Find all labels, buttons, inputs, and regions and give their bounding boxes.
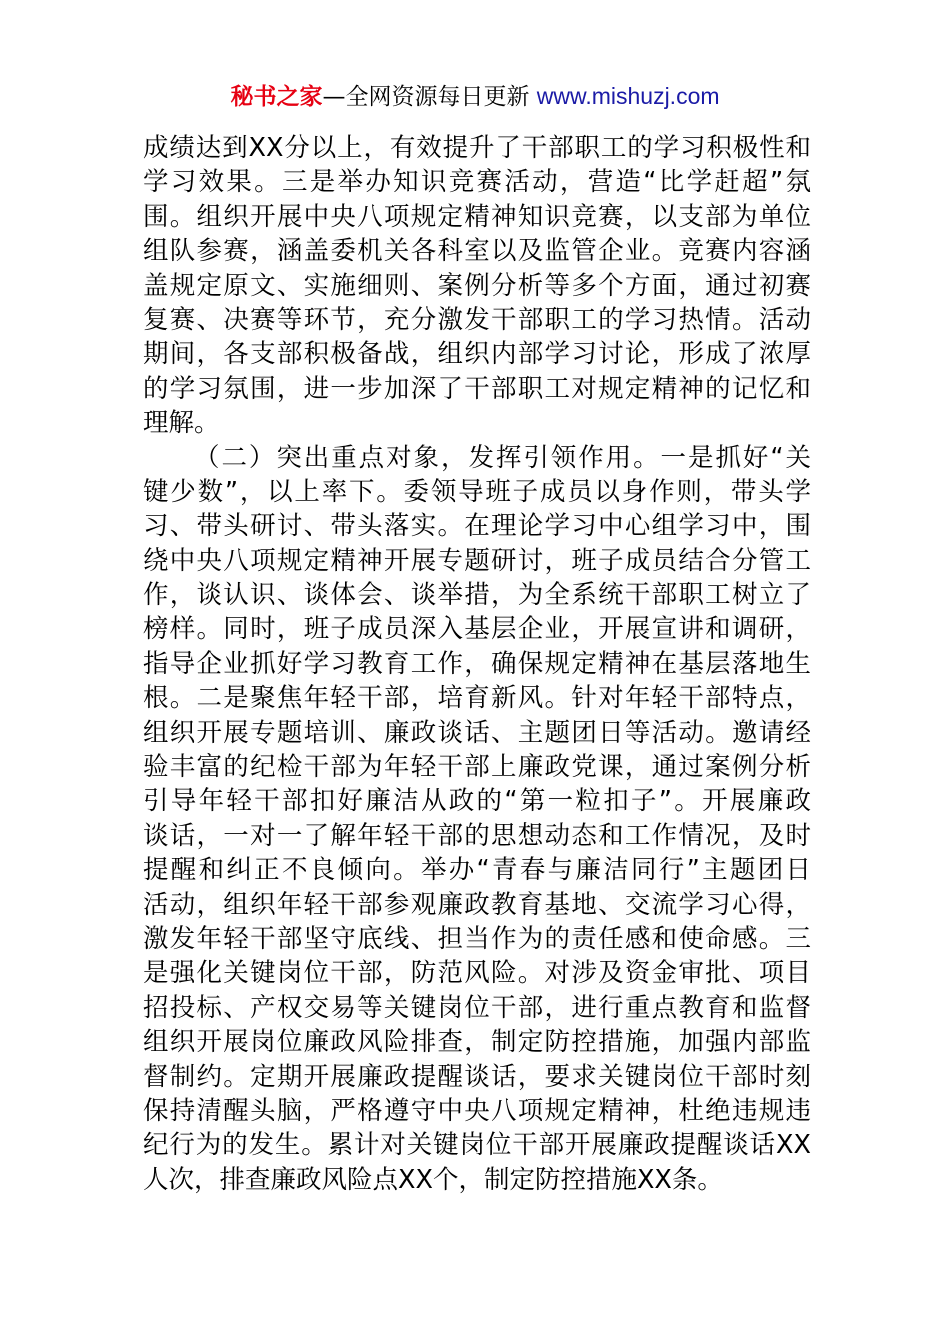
text-line: 招投标、产权交易等关键岗位干部，进行重点教育和监督 bbox=[143, 992, 811, 1023]
text-line: 谈话，一对一了解年轻干部的思想动态和工作情况，及时 bbox=[143, 820, 811, 851]
text-line: 的学习氛围，进一步加深了干部职工对规定精神的记忆和 bbox=[143, 373, 811, 404]
text-line: 围。组织开展中央八项规定精神知识竞赛，以支部为单位 bbox=[143, 201, 811, 232]
site-brand: 秘书之家 bbox=[230, 84, 323, 110]
text-line: 提醒和纠正不良倾向。举办“青春与廉洁同行”主题团日 bbox=[143, 855, 811, 886]
text-line: 期间，各支部积极备战，组织内部学习讨论，形成了浓厚 bbox=[143, 339, 811, 370]
text-line: 绕中央八项规定精神开展专题研讨，班子成员结合分管工 bbox=[143, 545, 811, 576]
site-slogan: —全网资源每日更新 bbox=[322, 84, 537, 110]
text-line: 榜样。同时，班子成员深入基层企业，开展宣讲和调研， bbox=[143, 614, 811, 645]
text-line: 是强化关键岗位干部，防范风险。对涉及资金审批、项目 bbox=[143, 958, 811, 989]
text-line: 成绩达到XX分以上，有效提升了干部职工的学习积极性和 bbox=[143, 133, 811, 163]
text-line: 习、带头研讨、带头落实。在理论学习中心组学习中，围 bbox=[143, 511, 811, 542]
text-line: 人次，排查廉政风险点XX个，制定防控措施XX条。 bbox=[143, 1164, 723, 1195]
text-line: 纪行为的发生。累计对关键岗位干部开展廉政提醒谈话XX bbox=[143, 1130, 811, 1161]
text-line: 理解。 bbox=[143, 408, 220, 439]
site-header bbox=[0, 80, 950, 113]
text-line: 键少数”，以上率下。委领导班子成员以身作则，带头学 bbox=[143, 476, 811, 507]
section-heading-line: （二）突出重点对象，发挥引领作用。一是抓好“关 bbox=[194, 442, 811, 473]
text-line: 学习效果。三是举办知识竞赛活动，营造“比学赶超”氛 bbox=[143, 167, 811, 198]
text-line: 组织开展专题培训、廉政谈话、主题团日等活动。邀请经 bbox=[143, 717, 811, 748]
text-line: 盖规定原文、实施细则、案例分析等多个方面，通过初赛 bbox=[143, 270, 811, 301]
text-line: 保持清醒头脑，严格遵守中央八项规定精神，杜绝违规违 bbox=[143, 1095, 811, 1126]
text-line: 引导年轻干部扣好廉洁从政的“第一粒扣子”。开展廉政 bbox=[143, 786, 811, 817]
text-line: 组织开展岗位廉政风险排查，制定防控措施，加强内部监 bbox=[143, 1027, 811, 1058]
text-line: 作，谈认识、谈体会、谈举措，为全系统干部职工树立了 bbox=[143, 580, 811, 611]
text-line: 验丰富的纪检干部为年轻干部上廉政党课，通过案例分析 bbox=[143, 752, 811, 783]
text-line: 督制约。定期开展廉政提醒谈话，要求关键岗位干部时刻 bbox=[143, 1061, 811, 1092]
text-line: 组队参赛，涵盖委机关各科室以及监管企业。竞赛内容涵 bbox=[143, 236, 811, 267]
text-line: 指导企业抓好学习教育工作，确保规定精神在基层落地生 bbox=[143, 648, 811, 679]
text-line: 激发年轻干部坚守底线、担当作为的责任感和使命感。三 bbox=[143, 923, 811, 954]
document-body bbox=[143, 131, 811, 1197]
site-url-link[interactable]: www.mishuzj.com bbox=[536, 83, 720, 109]
text-line: 活动，组织年轻干部参观廉政教育基地、交流学习心得， bbox=[143, 889, 811, 920]
text-line: 复赛、决赛等环节，充分激发干部职工的学习热情。活动 bbox=[143, 304, 811, 335]
text-line: 根。二是聚焦年轻干部，培育新风。针对年轻干部特点， bbox=[143, 683, 811, 714]
